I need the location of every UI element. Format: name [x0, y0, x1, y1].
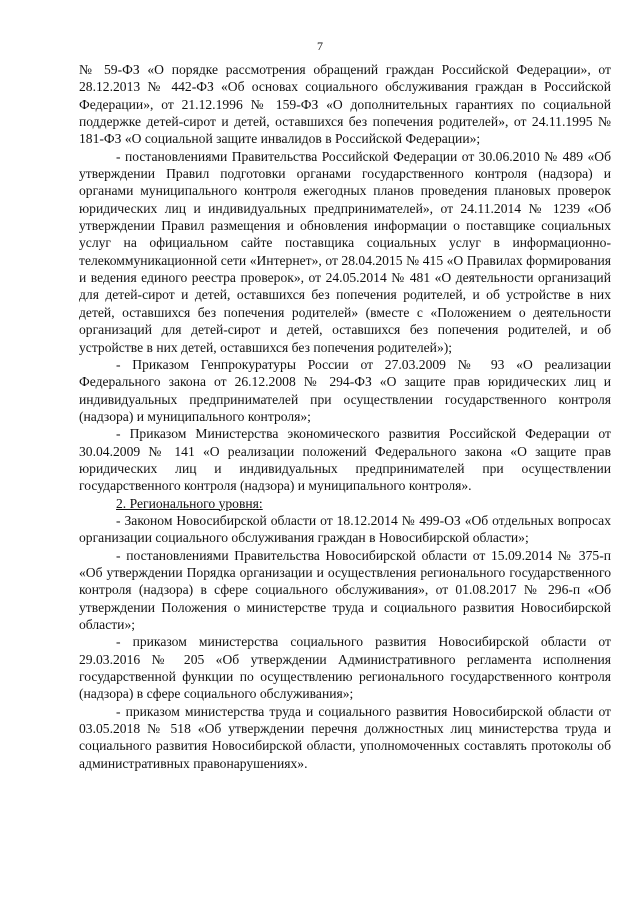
paragraph-prosecutor-order: - Приказом Генпрокуратуры России от 27.03.2009 № 93 «О реализации Федерального закона от 26.12.2008 № 294-ФЗ «О защите прав юридических лиц и индивидуальных предпринимателей при осуществлении государственного контроля (надзора) и муниципального контроля»;	[79, 356, 611, 424]
paragraph-federal-laws-continued: № 59-ФЗ «О порядке рассмотрения обращений граждан Российской Федерации», от 28.12.2013 № 442-ФЗ «Об основах социального обслуживания граждан в Российской Федерации», от 21.12.1996 № 159-ФЗ «О дополнительных гарантиях по социальной поддержке детей-сирот и детей, оставшихся без попечения родителей», от 24.11.1995 № 181-ФЗ «О социальной защите инвалидов в Российской Федерации»;	[79, 62, 611, 147]
paragraph-regional-resolutions: - постановлениями Правительства Новосибирской области от 15.09.2014 № 375-п «Об утверждении Порядка организации и осуществления регионального государственного контроля (надзора) в сфере социального обслуживания», от 01.08.2017 № 296-п «Об утверждении Положения о министерстве труда и социального развития Новосибирской области»;	[79, 547, 611, 632]
paragraph-ministry-economy-order: - Приказом Министерства экономического развития Российской Федерации от 30.04.2009 № 141 «О реализации положений Федерального закона «О защите прав юридических лиц и индивидуальных предпринимателей при осуществлении государственного контроля (надзора) и муниципального контроля».	[79, 426, 611, 494]
paragraph-ministry-labour-order: - приказом министерства труда и социального развития Новосибирской области от 03.05.2018 № 518 «Об утверждении перечня должностных лиц министерства труда и социального развития Новосибирской области, уполномоченных составлять протоколы об административных правонарушениях».	[79, 703, 611, 771]
page-number: 7	[317, 39, 323, 53]
document-body	[79, 61, 611, 772]
paragraph-regional-law: - Законом Новосибирской области от 18.12.2014 № 499-ОЗ «Об отдельных вопросах организации социального обслуживания граждан в Новосибирской области»;	[79, 512, 611, 546]
paragraph-government-resolutions: - постановлениями Правительства Российской Федерации от 30.06.2010 № 489 «Об утверждении Правил подготовки органами государственного контроля (надзора) и органами муниципального контроля ежегодных планов проведения плановых проверок юридических лиц и индивидуальных предпринимателей», от 24.11.2014 № 1239 «Об утверждении Правил размещения и обновления информации о поставщике социальных услуг на официальном сайте поставщика социальных услуг в информационно-телекоммуникационной сети «Интернет», от 28.04.2015 № 415 «О Правилах формирования и ведения единого реестра проверок», от 24.05.2014 № 481 «О деятельности организаций для детей-сирот и детей, оставшихся без попечения родителей, и об устройстве в них детей, оставшихся без попечения родителей» (вместе с «Положением о деятельности организаций для детей-сирот и детей, оставшихся без попечения родителей, и об устройстве в них детей, оставшихся без попечения родителей»);	[79, 148, 611, 355]
section-heading-regional-text: 2. Регионального уровня:	[116, 495, 263, 511]
paragraph-ministry-social-order: - приказом министерства социального развития Новосибирской области от 29.03.2016 № 205 «Об утверждении Административного регламента исполнения государственной функции по осуществлению регионального государственного контроля (надзора) в сфере социального обслуживания»;	[79, 634, 611, 702]
section-heading-regional	[79, 495, 611, 512]
